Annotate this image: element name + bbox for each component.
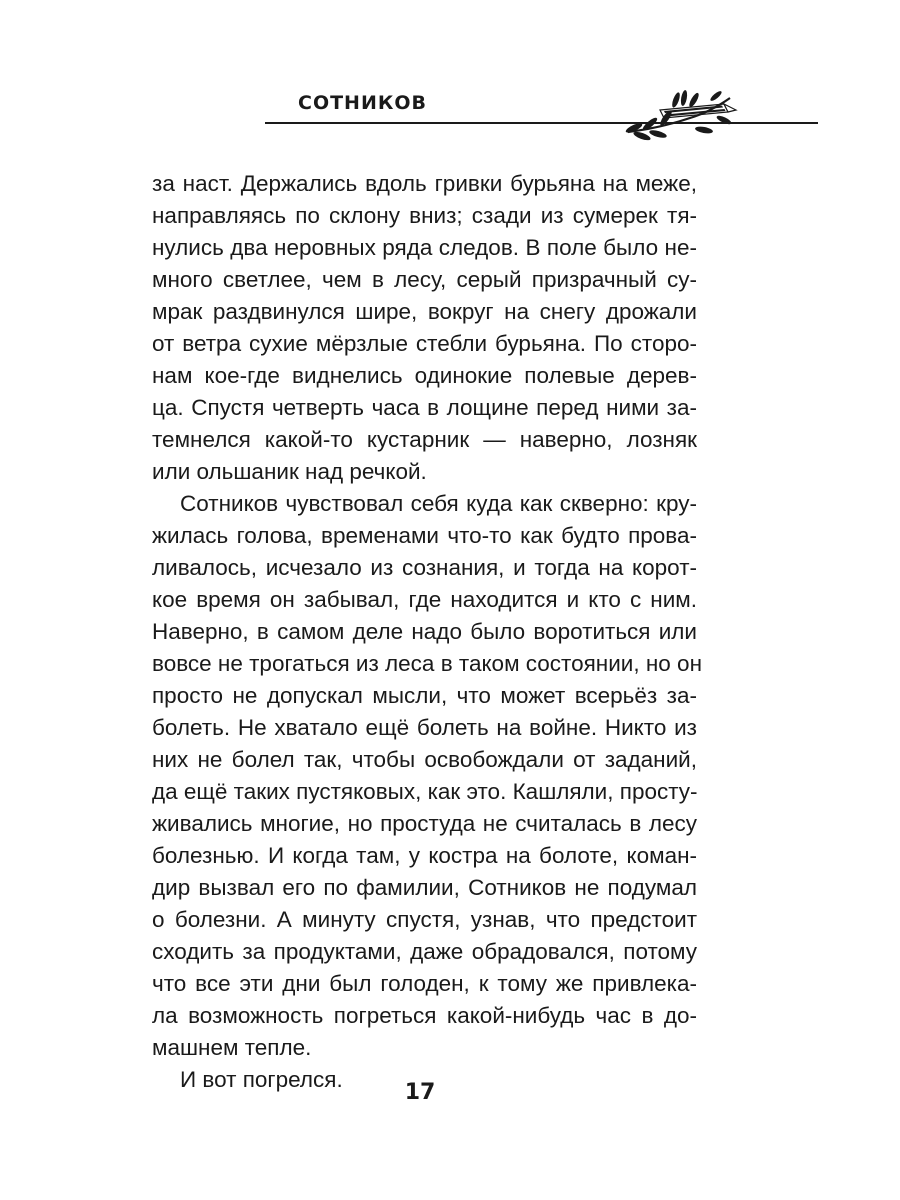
text-line: Сотников чувствовал себя куда как скверно: кру-	[180, 491, 697, 516]
running-title: СОТНИКОВ	[298, 92, 428, 114]
body-text	[152, 168, 702, 1096]
text-line: за наст. Держались вдоль гривки бурьяна на меже,	[152, 171, 697, 196]
text-line: или ольшаник над речкой.	[152, 459, 427, 484]
text-line: нам кое-где виднелись одинокие полевые дерев-	[152, 363, 697, 388]
text-line: сходить за продуктами, даже обрадовался, потому	[152, 939, 697, 964]
text-line: ла возможность погреться какой-нибудь час в до-	[152, 1003, 697, 1028]
text-line: что все эти дни был голоден, к тому же привлека-	[152, 971, 697, 996]
page-number: 17	[404, 1080, 436, 1105]
laurel-branch-ribbon-icon	[620, 88, 740, 148]
text-line: темнелся какой-то кустарник — наверно, лозняк	[152, 427, 697, 452]
text-line: вовсе не трогаться из леса в таком состоянии, но он	[152, 651, 702, 676]
text-line: жилась голова, временами что-то как будто прова-	[152, 523, 697, 548]
text-line: направляясь по склону вниз; сзади из сумерек тя-	[152, 203, 697, 228]
text-line: живались многие, но простуда не считалась в лесу	[152, 811, 697, 836]
text-line: просто не допускал мысли, что может всерьёз за-	[152, 683, 697, 708]
text-line: дир вызвал его по фамилии, Сотников не подумал	[152, 875, 697, 900]
text-line: И вот погрелся.	[180, 1067, 343, 1092]
text-line: от ветра сухие мёрзлые стебли бурьяна. По сторо-	[152, 331, 697, 356]
text-line: них не болел так, чтобы освобождали от заданий,	[152, 747, 697, 772]
text-line: да ещё таких пустяковых, как это. Кашляли, просту-	[152, 779, 698, 804]
text-line: мрак раздвинулся шире, вокруг на снегу дрожали	[152, 299, 697, 324]
text-line: машнем тепле.	[152, 1035, 312, 1060]
text-line: о болезни. А минуту спустя, узнав, что предстоит	[152, 907, 697, 932]
text-line: Наверно, в самом деле надо было воротиться или	[152, 619, 697, 644]
text-line: ливалось, исчезало из сознания, и тогда на корот-	[152, 555, 697, 580]
text-line: болеть. Не хватало ещё болеть на войне. Никто из	[152, 715, 697, 740]
text-line: нулись два неровных ряда следов. В поле было не-	[152, 235, 697, 260]
text-line: болезнью. И когда там, у костра на болоте, коман-	[152, 843, 697, 868]
text-line: ца. Спустя четверть часа в лощине перед ними за-	[152, 395, 697, 420]
text-line: много светлее, чем в лесу, серый призрачный су-	[152, 267, 697, 292]
text-line: кое время он забывал, где находится и кто с ним.	[152, 587, 697, 612]
